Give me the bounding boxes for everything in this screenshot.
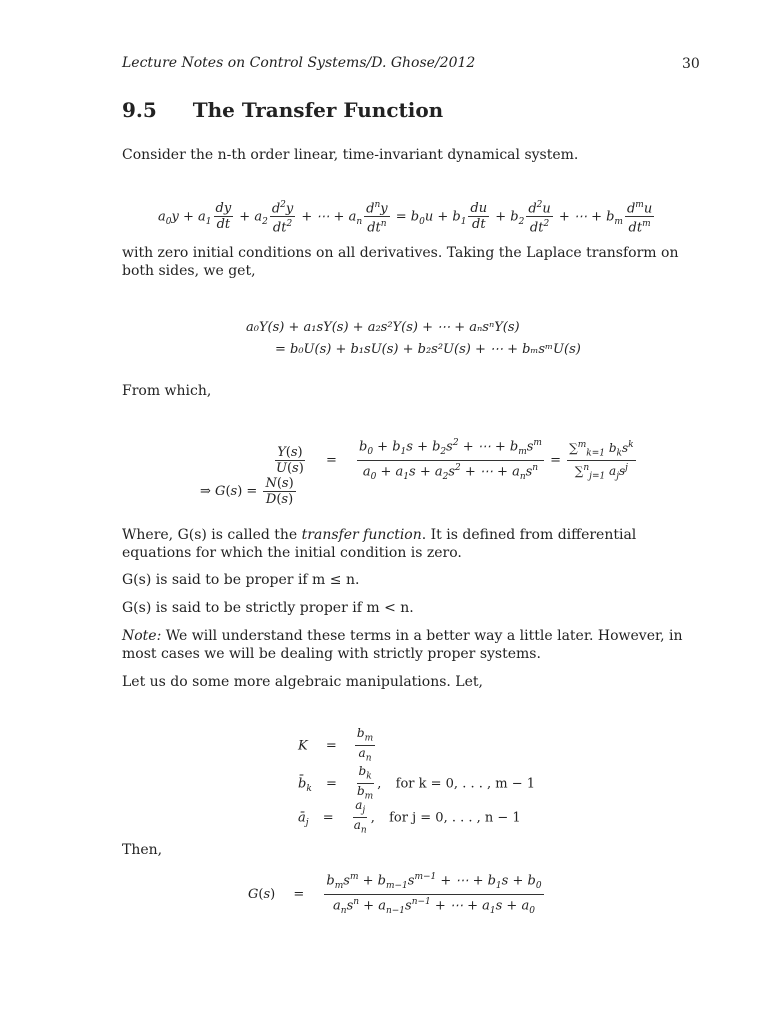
gs-polynomial-equation: G(s) = $\frac{b_ms^m + b_{m-1}s^{m-1} + \cdots + b_1s + b_0}{a_ns^n + a_{n-1}s^{n-1} + \cdots + a_1s + a_0}$ (248, 872, 542, 916)
paragraph-note (122, 627, 698, 663)
aj-condition: for j = 0, . . . , n − 1 (389, 810, 521, 826)
laplace-equation-line-2: = b₀U(s) + b₁sU(s) + b₂s²U(s) + ⋯ + bₘsᵐU(s) (275, 342, 581, 357)
section-heading (122, 98, 443, 122)
p4-text-b: . It is defined from differential equations for which the initial condition is zero. (122, 527, 637, 561)
bk-condition: for k = 0, . . . , m − 1 (395, 776, 536, 792)
paragraph-strictly-proper: G(s) is said to be strictly proper if m < n. (122, 600, 414, 616)
paragraph-manipulations: Let us do some more algebraic manipulations. Let, (122, 674, 483, 690)
gs-definition-equation: ⇒ G(s) = $\frac{N(s)}{D(s)}$ (200, 476, 294, 507)
laplace-equation-line-1: a₀Y(s) + a₁sY(s) + a₂s²Y(s) + ⋯ + aₙsⁿY(s) (246, 320, 520, 335)
differential-equation: $a_0y + a_1$ $\frac{dy}{dt}$ + $a_2$ $\frac{d^2y}{dt^2}$ + ⋯ + $a_n$ $\frac{d^ny}{dt^n}$ = $b_0u + b_1$ $\frac{du}{dt}$ + $b_2$ $\frac{d^2u}{dt^2}$ + ⋯ + $b_m$ $\frac{d^mu}{dt^m}$ (158, 200, 653, 236)
running-header: Lecture Notes on Control Systems/D. Ghose/2012 (122, 55, 476, 71)
paragraph-laplace: with zero initial conditions on all derivatives. Taking the Laplace transform on both sides, we get, (122, 245, 679, 279)
k-definition: K = $\frac{b_m}{a_n}$ (298, 726, 374, 764)
section-number: 9.5 (122, 98, 157, 122)
paragraph-from-which: From which, (122, 383, 212, 399)
bk-definition: $b̄_k$ = $\frac{b_k}{b_m}$ , for k = 0, . . . , m − 1 (298, 764, 536, 802)
page-number: 30 (682, 56, 700, 72)
paragraph-then: Then, (122, 842, 163, 858)
aj-definition: $ā_j$ = $\frac{a_j}{a_n}$ , for j = 0, . . . , n − 1 (298, 798, 521, 836)
paragraph-intro: Consider the n-th order linear, time-invariant dynamical system. (122, 147, 579, 163)
note-text: We will understand these terms in a better way a little later. However, in most cases we will be dealing with strictly proper systems. (122, 628, 683, 662)
section-title: The Transfer Function (192, 98, 444, 122)
note-label: Note: (122, 628, 162, 644)
paragraph-proper: G(s) is said to be proper if m ≤ n. (122, 572, 360, 588)
paragraph-transfer-function-definition (122, 526, 698, 562)
p4-emphasis: transfer function (301, 527, 422, 543)
transfer-ratio-equation: $\frac{Y(s)}{U(s)}$ = $\frac{b_0 + b_1s + b_2s^2 + \cdots + b_ms^m}{a_0 + a_1s + a_2s^2 + \cdots + a_ns^n}$ = $\frac{\sum^m_{k=1} b_ks^k}{\sum^n_{j=1} a_js^j}$ (276, 438, 634, 482)
p4-text-a: Where, G(s) is called the (122, 527, 302, 543)
